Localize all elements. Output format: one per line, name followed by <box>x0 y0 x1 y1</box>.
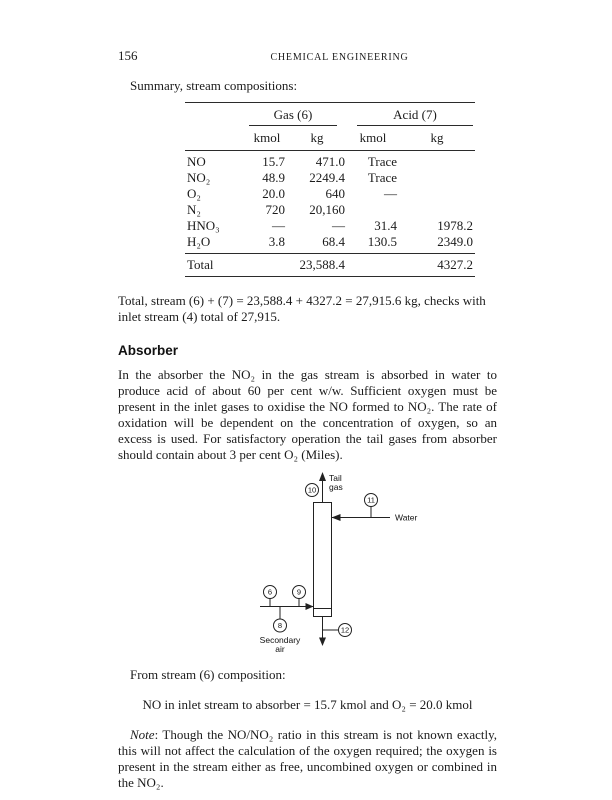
absorber-paragraph: In the absorber the NO₂ in the gas stream is absorbed in water to produce acid of about 60 per cent w/w. Sufficient oxygen must be present in the inlet gases to oxidise the NO formed to NO₂. The rate of oxidation will be dependent on the concentration of oxygen, so an excess is used. For satisfactory operation the tail gases from absorber should contain about 3 per cent O₂ (Miles). <box>118 367 497 462</box>
cell <box>399 151 475 171</box>
cell: 640 <box>325 186 345 201</box>
cell: Trace <box>367 170 397 185</box>
absorber-flow-diagram <box>228 467 478 667</box>
cell <box>399 186 475 202</box>
stream-number-6: 6 <box>267 587 273 597</box>
summary-line: Summary, stream compositions: <box>130 78 298 93</box>
absorber-column <box>314 503 332 617</box>
table-row <box>185 202 475 218</box>
units-empty-cell <box>185 127 247 151</box>
water-label: Water <box>395 512 418 523</box>
tail-gas-arrowhead <box>319 472 326 481</box>
table-corner-cell <box>185 103 247 128</box>
cell: 3.8 <box>268 234 285 249</box>
stream-composition-table <box>185 102 475 277</box>
cell <box>399 170 475 186</box>
page-content <box>118 48 497 791</box>
cell: 48.9 <box>262 170 285 185</box>
row-label: H₂O <box>187 234 211 249</box>
gas-inlet-arrowhead <box>306 603 314 610</box>
table-group-header-row <box>185 103 475 128</box>
equation-line: NO in inlet stream to absorber = 15.7 kmol and O₂ = 20.0 kmol <box>142 697 473 712</box>
cell: 23,588.4 <box>287 254 347 277</box>
absorber-diagram-svg <box>228 467 478 667</box>
col-header-gas-kg: kg <box>287 127 347 151</box>
cell <box>247 254 287 277</box>
absorber-heading: Absorber <box>118 343 179 358</box>
cell: 68.4 <box>322 234 345 249</box>
row-label: HNO₃ <box>187 218 220 233</box>
table-row <box>185 186 475 202</box>
cell <box>399 202 475 218</box>
water-arrowhead <box>332 514 341 521</box>
note-paragraph <box>118 727 497 791</box>
stream-number-9: 9 <box>296 587 302 597</box>
col-header-acid-kmol: kmol <box>347 127 399 151</box>
tail-gas-label-line1: Tail <box>329 473 342 483</box>
secondary-air-label-line1: Secondary <box>259 635 301 645</box>
cell: 2349.0 <box>437 234 473 249</box>
cell: 15.7 <box>262 154 285 169</box>
secondary-air-label-line2: air <box>275 644 285 654</box>
col-header-gas-kmol: kmol <box>247 127 287 151</box>
group-header-acid <box>347 103 475 128</box>
row-label: NO₂ <box>187 170 211 185</box>
cell: 31.4 <box>374 218 397 233</box>
row-label: O₂ <box>187 186 201 201</box>
cell: — <box>332 218 345 233</box>
table-units-row <box>185 127 475 151</box>
cell: — <box>384 186 397 201</box>
cell: 4327.2 <box>399 254 475 277</box>
table-row <box>185 170 475 186</box>
stream-number-8: 8 <box>277 621 283 630</box>
table-row <box>185 218 475 234</box>
from-stream-line: From stream (6) composition: <box>130 667 286 682</box>
row-label: N₂ <box>187 202 201 217</box>
cell: 2249.4 <box>309 170 345 185</box>
cell: 1978.2 <box>437 218 473 233</box>
stream-number-12: 12 <box>340 625 350 635</box>
row-label: NO <box>187 154 206 169</box>
col-header-acid-kg: kg <box>399 127 475 151</box>
running-title: CHEMICAL ENGINEERING <box>270 52 409 63</box>
total-label: Total <box>185 254 247 277</box>
cell <box>347 202 399 218</box>
table-total-row <box>185 254 475 277</box>
cell: — <box>272 218 285 233</box>
cell: 471.0 <box>315 154 345 169</box>
cell: 130.5 <box>367 234 397 249</box>
cell: 20.0 <box>262 186 285 201</box>
page-number: 156 <box>118 48 138 63</box>
stream-number-11: 11 <box>367 495 375 505</box>
table-row <box>185 151 475 171</box>
group-header-gas <box>247 103 347 128</box>
table-row <box>185 234 475 254</box>
cell: 720 <box>265 202 285 217</box>
totals-paragraph: Total, stream (6) + (7) = 23,588.4 + 4327.2 = 27,915.6 kg, checks with inlet stream (4) total of 27,915. <box>118 293 486 324</box>
group-header-gas-label: Gas (6) <box>249 104 337 126</box>
group-header-acid-label: Acid (7) <box>357 104 473 126</box>
tail-gas-label-line2: gas <box>329 482 343 492</box>
cell <box>347 254 399 277</box>
note-rest: : Though the NO/NO₂ ratio in this stream is not known exactly, this will not affect the calculation of the oxygen required; the oxygen is present in the stream either as free, uncombined oxygen or combined in the NO₂. <box>118 727 497 790</box>
acid-outlet-arrowhead <box>319 638 326 647</box>
stream-number-10: 10 <box>307 485 317 495</box>
note-lead: Note <box>130 727 155 742</box>
cell: 20,160 <box>309 202 345 217</box>
cell: Trace <box>367 154 397 169</box>
page-header <box>118 48 497 66</box>
